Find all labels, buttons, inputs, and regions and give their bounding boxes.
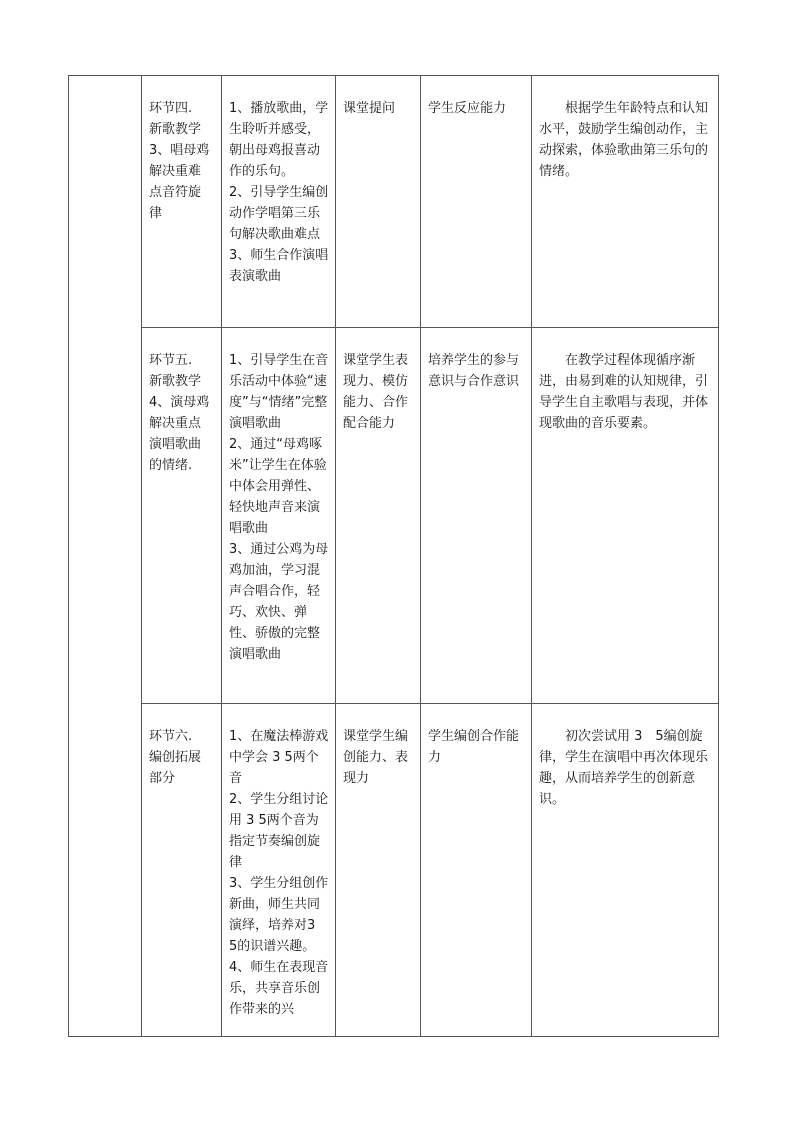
ability-cell: 学生反应能力	[421, 76, 532, 328]
stage-cell: 环节五. 新歌教学 4、演母鸡 解决重点 演唱歌曲 的情绪.	[142, 328, 222, 704]
activities-cell: 1、播放歌曲，学生聆听并感受，朝出母鸡报喜动作的乐句。 2、引导学生编创动作学唱第三乐句解决歌曲难点 3、师生合作演唱表演歌曲	[222, 76, 336, 328]
intent-cell: 根据学生年龄特点和认知水平，鼓励学生编创动作，主动探索，体验歌曲第三乐句的情绪。	[532, 76, 719, 328]
activities-cell: 1、在魔法棒游戏中学会 3 5两个音 2、学生分组讨论用 3 5两个音为指定节奏编创旋律 3、学生分组创作新曲，师生共同演绎，培养对3 5的识谱兴趣。 4、师生在表现音乐，共享音乐创作带来的兴	[222, 704, 336, 1037]
table-row	[69, 76, 719, 328]
ability-cell: 学生编创合作能力	[421, 704, 532, 1037]
evaluation-cell: 课堂学生编创能力、表现力	[336, 704, 421, 1037]
evaluation-cell: 课堂学生表现力、模仿能力、合作配合能力	[336, 328, 421, 704]
intent-cell: 初次尝试用 3 5编创旋律，学生在演唱中再次体现乐趣，从而培养学生的创新意识。	[532, 704, 719, 1037]
evaluation-cell: 课堂提问	[336, 76, 421, 328]
table-row	[69, 704, 719, 1037]
table-row	[69, 328, 719, 704]
activities-cell: 1、引导学生在音乐活动中体验“速度”与“情绪”完整演唱歌曲 2、通过“母鸡啄米”让学生在体验中体会用弹性、轻快地声音来演唱歌曲 3、通过公鸡为母鸡加油，学习混声合唱合作，轻巧、欢快、弹性、骄傲的完整演唱歌曲	[222, 328, 336, 704]
merged-blank-cell	[69, 76, 142, 1037]
ability-cell: 培养学生的参与意识与合作意识	[421, 328, 532, 704]
stage-cell: 环节四. 新歌教学 3、唱母鸡 解决重难 点音符旋 律	[142, 76, 222, 328]
intent-cell: 在教学过程体现循序渐进，由易到难的认知规律，引导学生自主歌唱与表现，并体现歌曲的音乐要素。	[532, 328, 719, 704]
lesson-plan-table	[68, 75, 719, 1037]
stage-cell: 环节六. 编创拓展 部分	[142, 704, 222, 1037]
